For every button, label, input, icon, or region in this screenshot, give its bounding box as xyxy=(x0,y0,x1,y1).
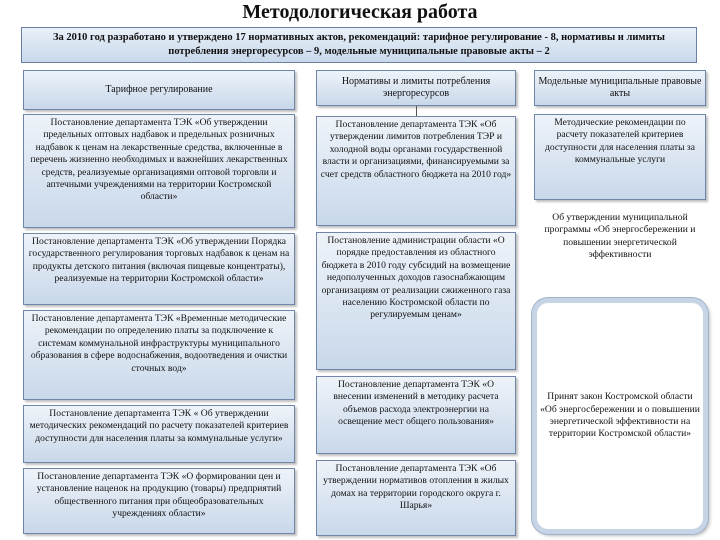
tariff-header: Тарифное регулирование xyxy=(23,70,295,110)
page-title: Методологическая работа xyxy=(242,1,478,23)
tariff-item-4: Постановление департамента ТЭК « Об утверждении методических рекомендаций по расчету показателей критериев доступности для населения платы за коммунальные услуги» xyxy=(23,405,295,463)
norms-header: Нормативы и лимиты потребления энергоресурсов xyxy=(316,70,516,106)
norms-item-3: Постановление департамента ТЭК «О внесении изменений в методику расчета объемов расхода электроэнергии на освещение мест общего пользования» xyxy=(316,376,516,454)
tariff-item-2: Постановление департамента ТЭК «Об утверждении Порядка государственного регулирования торговых надбавок к ценам на продукты детского питания (включая пищевые концентраты), реализуемые на территории Костромской области» xyxy=(23,233,295,305)
connector-line xyxy=(416,106,417,116)
tariff-item-3: Постановление департамента ТЭК «Временные методические рекомендации по определению платы за подключение к системам коммунальной инфраструктуры муниципального образования в сфере водоснабжения, водоотведения и очистки сточных вод» xyxy=(23,310,295,400)
tariff-item-1: Постановление департамента ТЭК «Об утверждении предельных оптовых надбавок и предельных розничных надбавок к ценам на лекарственные средства, включенные в перечень жизненно необходимых и важнейших лекарственных средств, реализуемые организациями оптовой торговли и аптечными учреждениями на территории Костромской области» xyxy=(23,114,295,228)
model-item-3-text: Принят закон Костромской области «Об энергосбережении и о повышении энергетической эффективности на территории Костромской области» xyxy=(540,391,700,440)
model-item-3 xyxy=(532,298,708,534)
model-item-2: Об утверждении муниципальной программы «Об энергосбережении и повышении энергетической эффективности xyxy=(534,210,706,292)
summary-banner: За 2010 год разработано и утверждено 17 нормативных актов, рекомендаций: тарифное регулирование - 8, нормативы и лимиты потребления энергоресурсов – 9, модельные муниципальные правовые акты – 2 xyxy=(21,27,697,63)
model-item-1: Методические рекомендации по расчету показателей критериев доступности для населения платы за коммунальные услуги xyxy=(534,114,706,200)
tariff-item-5: Постановление департамента ТЭК «О формировании цен и установление наценок на продукцию (товары) предприятий общественного питания при общеобразовательных учреждениях области» xyxy=(23,468,295,534)
norms-item-1: Постановление департамента ТЭК «Об утверждении лимитов потребления ТЭР и холодной воды органами государственной власти и организациями, финансируемыми за счет средств областного бюджета на 2010 год» xyxy=(316,116,516,226)
model-header: Модельные муниципальные правовые акты xyxy=(534,70,706,106)
norms-item-4: Постановление департамента ТЭК «Об утверждении нормативов отопления в жилых домах на территории городского округа г. Шарья» xyxy=(316,460,516,536)
norms-item-2: Постановление администрации области «О порядке предоставления из областного бюджета в 2010 году субсидий на возмещение недополученных доходов газоснабжающим организациям от реализации сжиженного газа населению Костромской области по регулируемым ценам» xyxy=(316,232,516,370)
